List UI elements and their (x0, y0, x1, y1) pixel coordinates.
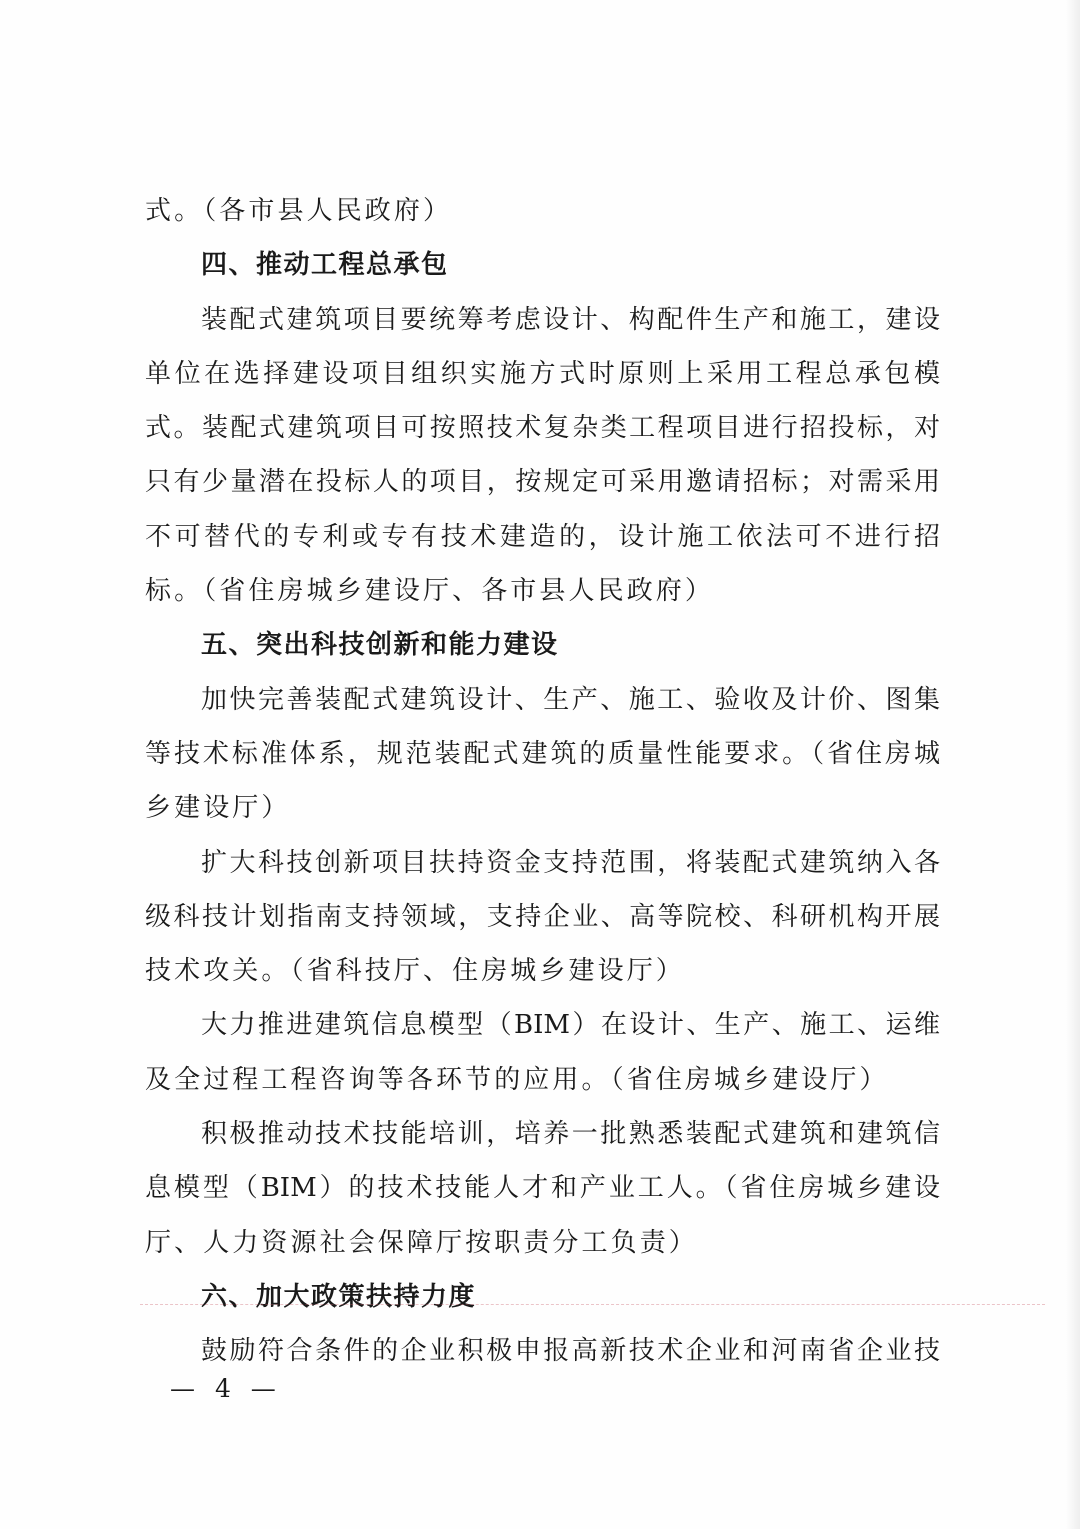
paragraph-line: 及全过程工程咨询等各环节的应用。（省住房城乡建设厅） (145, 1064, 889, 1095)
paragraph-line: 单位在选择建设项目组织实施方式时原则上采用工程总承包模 (145, 358, 940, 389)
paragraph-line: 式。（各市县人民政府） (145, 196, 453, 226)
section-heading-4: 四、推动工程总承包 (201, 250, 449, 281)
paragraph-line: 标。（省住房城乡建设厅、各市县人民政府） (145, 576, 715, 607)
scan-artifact-divider (140, 1304, 1045, 1305)
paragraph-line: 加快完善装配式建筑设计、生产、施工、验收及计价、图集 (201, 684, 940, 715)
paragraph-line: 装配式建筑项目要统筹考虑设计、构配件生产和施工，建设 (201, 304, 940, 335)
paragraph-line: 等技术标准体系，规范装配式建筑的质量性能要求。（省住房城 (145, 738, 940, 769)
section-heading-6: 六、加大政策扶持力度 (201, 1281, 477, 1312)
paragraph-line: 厅、人力资源社会保障厅按职责分工负责） (145, 1227, 698, 1258)
paragraph-line: 级科技计划指南支持领域，支持企业、高等院校、科研机构开展 (145, 901, 940, 932)
paragraph-line: 不可替代的专利或专有技术建造的，设计施工依法可不进行招 (145, 521, 940, 552)
document-body (145, 184, 945, 1379)
paragraph-line: 乡建设厅） (145, 793, 291, 824)
paragraph-line: 大力推进建筑信息模型（BIM）在设计、生产、施工、运维 (201, 1010, 940, 1041)
paragraph-line: 积极推动技术技能培训，培养一批熟悉装配式建筑和建筑信 (201, 1119, 940, 1150)
page-edge-shadow (1066, 0, 1080, 1529)
paragraph-line: 息模型（BIM）的技术技能人才和产业工人。（省住房城乡建设 (145, 1173, 940, 1204)
section-heading-5: 五、突出科技创新和能力建设 (201, 630, 559, 661)
page-number: — 4 — (170, 1374, 282, 1403)
paragraph-line: 技术攻关。（省科技厅、住房城乡建设厅） (145, 956, 685, 987)
paragraph-line: 式。装配式建筑项目可按照技术复杂类工程项目进行招投标，对 (145, 413, 940, 444)
paragraph-line: 只有少量潜在投标人的项目，按规定可采用邀请招标；对需采用 (145, 467, 940, 498)
paragraph-line: 扩大科技创新项目扶持资金支持范围，将装配式建筑纳入各 (201, 847, 940, 878)
paragraph-line: 鼓励符合条件的企业积极申报高新技术企业和河南省企业技 (201, 1336, 940, 1367)
